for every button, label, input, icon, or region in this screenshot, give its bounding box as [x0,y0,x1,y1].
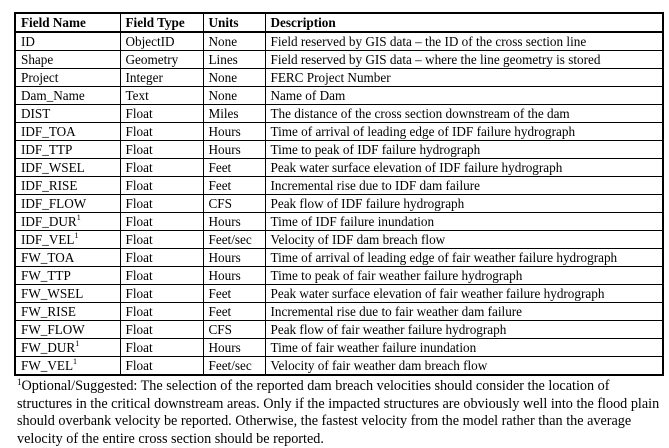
table-row [15,303,663,321]
field-type-cell: Float [120,123,203,141]
description-cell: Time of arrival of leading edge of IDF failure hydrograph [265,123,663,141]
description-cell: Velocity of IDF dam breach flow [265,231,663,249]
field-type-cell: Float [120,321,203,339]
field-name-text: IDF_TTP [21,141,73,157]
table-row [15,231,663,249]
description-cell: FERC Project Number [265,69,663,87]
units-cell: Feet [203,285,265,303]
field-name-cell [15,123,120,141]
table-row [15,321,663,339]
field-type-cell: Float [120,357,203,376]
field-type-cell: Integer [120,69,203,87]
table-row [15,357,663,376]
description-cell: Time of IDF failure inundation [265,213,663,231]
field-name-cell [15,159,120,177]
field-type-cell: Float [120,303,203,321]
description-cell: Peak water surface elevation of fair weather failure hydrograph [265,285,663,303]
units-cell: Lines [203,51,265,69]
table-row [15,51,663,69]
units-cell: Feet/sec [203,231,265,249]
units-cell: CFS [203,321,265,339]
description-cell: Peak flow of fair weather failure hydrograph [265,321,663,339]
field-name-text: Shape [21,51,54,67]
field-type-cell: Float [120,177,203,195]
field-name-cell [15,195,120,213]
description-cell: Name of Dam [265,87,663,105]
description-cell: Time to peak of fair weather failure hydrograph [265,267,663,285]
units-cell: Feet [203,177,265,195]
field-type-cell: Float [120,267,203,285]
field-name-cell [15,249,120,267]
units-cell: Feet/sec [203,357,265,376]
table-row [15,87,663,105]
field-name-text: IDF_VEL [21,231,75,247]
field-name-text: FW_FLOW [21,321,85,337]
table-row [15,267,663,285]
field-type-cell: Float [120,159,203,177]
field-name-cell [15,51,120,69]
field-name-cell [15,285,120,303]
field-name-cell [15,177,120,195]
header-description: Description [265,13,663,32]
field-name-text: IDF_WSEL [21,159,85,175]
field-name-text: FW_TTP [21,267,71,283]
field-name-cell [15,69,120,87]
field-name-text: DIST [21,105,51,121]
field-name-cell [15,231,120,249]
field-type-cell: Float [120,285,203,303]
field-name-text: IDF_DUR [21,213,77,229]
field-name-text: Dam_Name [21,87,85,103]
table-row [15,177,663,195]
table-row [15,32,663,51]
table-row [15,105,663,123]
description-cell: Peak flow of IDF failure hydrograph [265,195,663,213]
field-name-text: IDF_TOA [21,123,76,139]
field-name-cell [15,32,120,51]
units-cell: Feet [203,303,265,321]
field-name-text: FW_VEL [21,357,74,373]
field-name-text: IDF_RISE [21,177,78,193]
header-field-type: Field Type [120,13,203,32]
field-type-cell: Float [120,195,203,213]
field-name-cell [15,339,120,357]
field-name-text: IDF_FLOW [21,195,87,211]
field-name-cell [15,303,120,321]
description-cell: Incremental rise due to IDF dam failure [265,177,663,195]
table-row [15,213,663,231]
description-cell: Velocity of fair weather dam breach flow [265,357,663,376]
units-cell: CFS [203,195,265,213]
units-cell: Hours [203,213,265,231]
header-field-name: Field Name [15,13,120,32]
units-cell: Hours [203,141,265,159]
field-name-cell [15,267,120,285]
footnote [14,378,667,448]
field-type-cell: Float [120,339,203,357]
description-cell: Field reserved by GIS data – the ID of the cross section line [265,32,663,51]
footnote-marker: 1 [17,377,22,387]
footnote-text: Optional/Suggested: The selection of the reported dam breach velocities should consider the location of structures in the critical downstream areas. Only if the impacted structures are obviously well into the flood plain should overbank velocity be reported. Otherwise, the fastest velocity from the model rather than the average velocity of the entire cross section should be reported. [17,378,660,447]
description-cell: Time to peak of IDF failure hydrograph [265,141,663,159]
description-cell: Incremental rise due to fair weather dam failure [265,303,663,321]
units-cell: Hours [203,339,265,357]
field-type-cell: Float [120,213,203,231]
field-name-cell [15,87,120,105]
field-name-text: FW_DUR [21,339,76,355]
description-cell: Time of arrival of leading edge of fair weather failure hydrograph [265,249,663,267]
units-cell: Hours [203,249,265,267]
table-row [15,123,663,141]
table-row [15,285,663,303]
units-cell: None [203,32,265,51]
field-name-text: FW_TOA [21,249,75,265]
field-definition-table [14,12,664,376]
table-row [15,159,663,177]
document-page [14,12,664,448]
table-row [15,339,663,357]
field-type-cell: Float [120,141,203,159]
header-units: Units [203,13,265,32]
field-type-cell: Float [120,105,203,123]
field-name-cell [15,141,120,159]
description-cell: Time of fair weather failure inundation [265,339,663,357]
field-name-text: FW_WSEL [21,285,84,301]
table-row [15,249,663,267]
footnote-reference: 1 [73,356,78,366]
footnote-reference: 1 [76,212,81,222]
table-row [15,69,663,87]
footnote-reference: 1 [75,338,80,348]
description-cell: The distance of the cross section downstream of the dam [265,105,663,123]
description-cell: Peak water surface elevation of IDF failure hydrograph [265,159,663,177]
table-row [15,195,663,213]
units-cell: Miles [203,105,265,123]
field-type-cell: Float [120,249,203,267]
description-cell: Field reserved by GIS data – where the line geometry is stored [265,51,663,69]
units-cell: None [203,69,265,87]
table-body [15,32,663,375]
table-row [15,141,663,159]
field-name-cell [15,321,120,339]
footnote-reference: 1 [74,230,79,240]
field-name-text: FW_RISE [21,303,76,319]
field-name-cell [15,357,120,376]
field-name-cell [15,213,120,231]
field-name-text: ID [21,33,35,49]
field-type-cell: Geometry [120,51,203,69]
units-cell: Feet [203,159,265,177]
field-name-cell [15,105,120,123]
units-cell: Hours [203,267,265,285]
units-cell: Hours [203,123,265,141]
table-header-row [15,13,663,32]
units-cell: None [203,87,265,105]
field-type-cell: Float [120,231,203,249]
field-type-cell: Text [120,87,203,105]
field-name-text: Project [21,69,59,85]
field-type-cell: ObjectID [120,32,203,51]
